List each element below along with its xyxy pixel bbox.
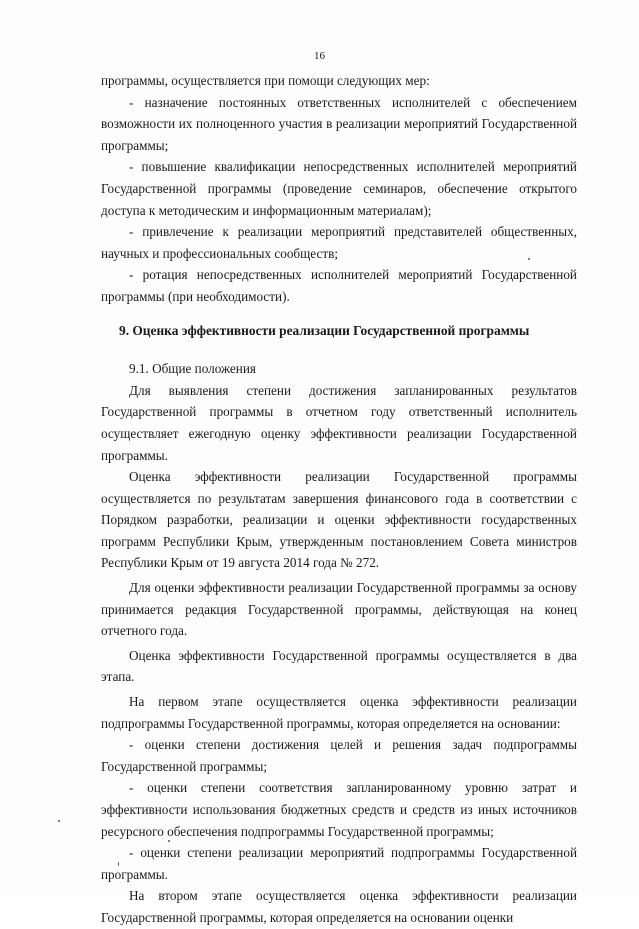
list-item-goals: - оценки степени достижения целей и решения задач подпрограммы Государственной программы; xyxy=(101,737,577,774)
paragraph-intro: программы, осуществляется при помощи следующих мер: xyxy=(101,73,430,88)
paragraph-purpose: Для выявления степени достижения запланированных результатов Государственной программы в отчетном году ответственный исполнитель осуществляет ежегодную оценку эффективности реализации Государственной программы. xyxy=(101,382,577,463)
paragraph-procedure: Оценка эффективности реализации Государственной программы осуществляется по результатам завершения финансового года в соответствии с Порядком разработки, реализации и оценки эффективности государственных программ Республики Крым, утвержденным постановлением Совета министров Республики Крым от 19 августа 2014 года № 272. xyxy=(101,469,577,571)
list-item-costs: - оценки степени соответствия запланированному уровню затрат и эффективности использования бюджетных средств и средств из иных источников ресурсного обеспечения подпрограммы Государственной программы; xyxy=(101,780,577,839)
list-item-involvement: - привлечение к реализации мероприятий представителей общественных, научных и профессиональных сообществ; xyxy=(101,224,577,261)
page-number: 16 xyxy=(314,50,325,62)
paragraph-first-stage: На первом этапе осуществляется оценка эффективности реализации подпрограммы Государственной программы, которая определяется на основании: xyxy=(101,694,577,731)
document-body xyxy=(101,70,577,929)
scan-speck xyxy=(528,258,530,260)
list-item-measures: - оценки степени реализации мероприятий подпрограммы Государственной программы. xyxy=(101,845,577,882)
scan-speck xyxy=(58,820,60,822)
list-item-rotation: - ротация непосредственных исполнителей мероприятий Государственной программы (при необходимости). xyxy=(101,267,577,304)
paragraph-second-stage: На втором этапе осуществляется оценка эффективности реализации Государственной программы, которая определяется на основании оценки xyxy=(101,888,577,925)
paragraph-basis: Для оценки эффективности реализации Государственной программы за основу принимается редакция Государственной программы, действующая на конец отчетного года. xyxy=(101,580,577,639)
scan-speck xyxy=(168,840,170,842)
list-item-assign: - назначение постоянных ответственных исполнителей с обеспечением возможности их полноценного участия в реализации мероприятий Государственной программы; xyxy=(101,94,577,153)
list-item-qualification: - повышение квалификации непосредственных исполнителей мероприятий Государственной программы (проведение семинаров, обеспечение открытого доступа к методическим и информационным материалам); xyxy=(101,159,577,218)
subsection-title: 9.1. Общие положения xyxy=(129,361,256,377)
paragraph-stages: Оценка эффективности Государственной программы осуществляется в два этапа. xyxy=(101,647,577,685)
scan-speck xyxy=(118,862,119,866)
section-heading: 9. Оценка эффективности реализации Государственной программы xyxy=(119,322,530,338)
